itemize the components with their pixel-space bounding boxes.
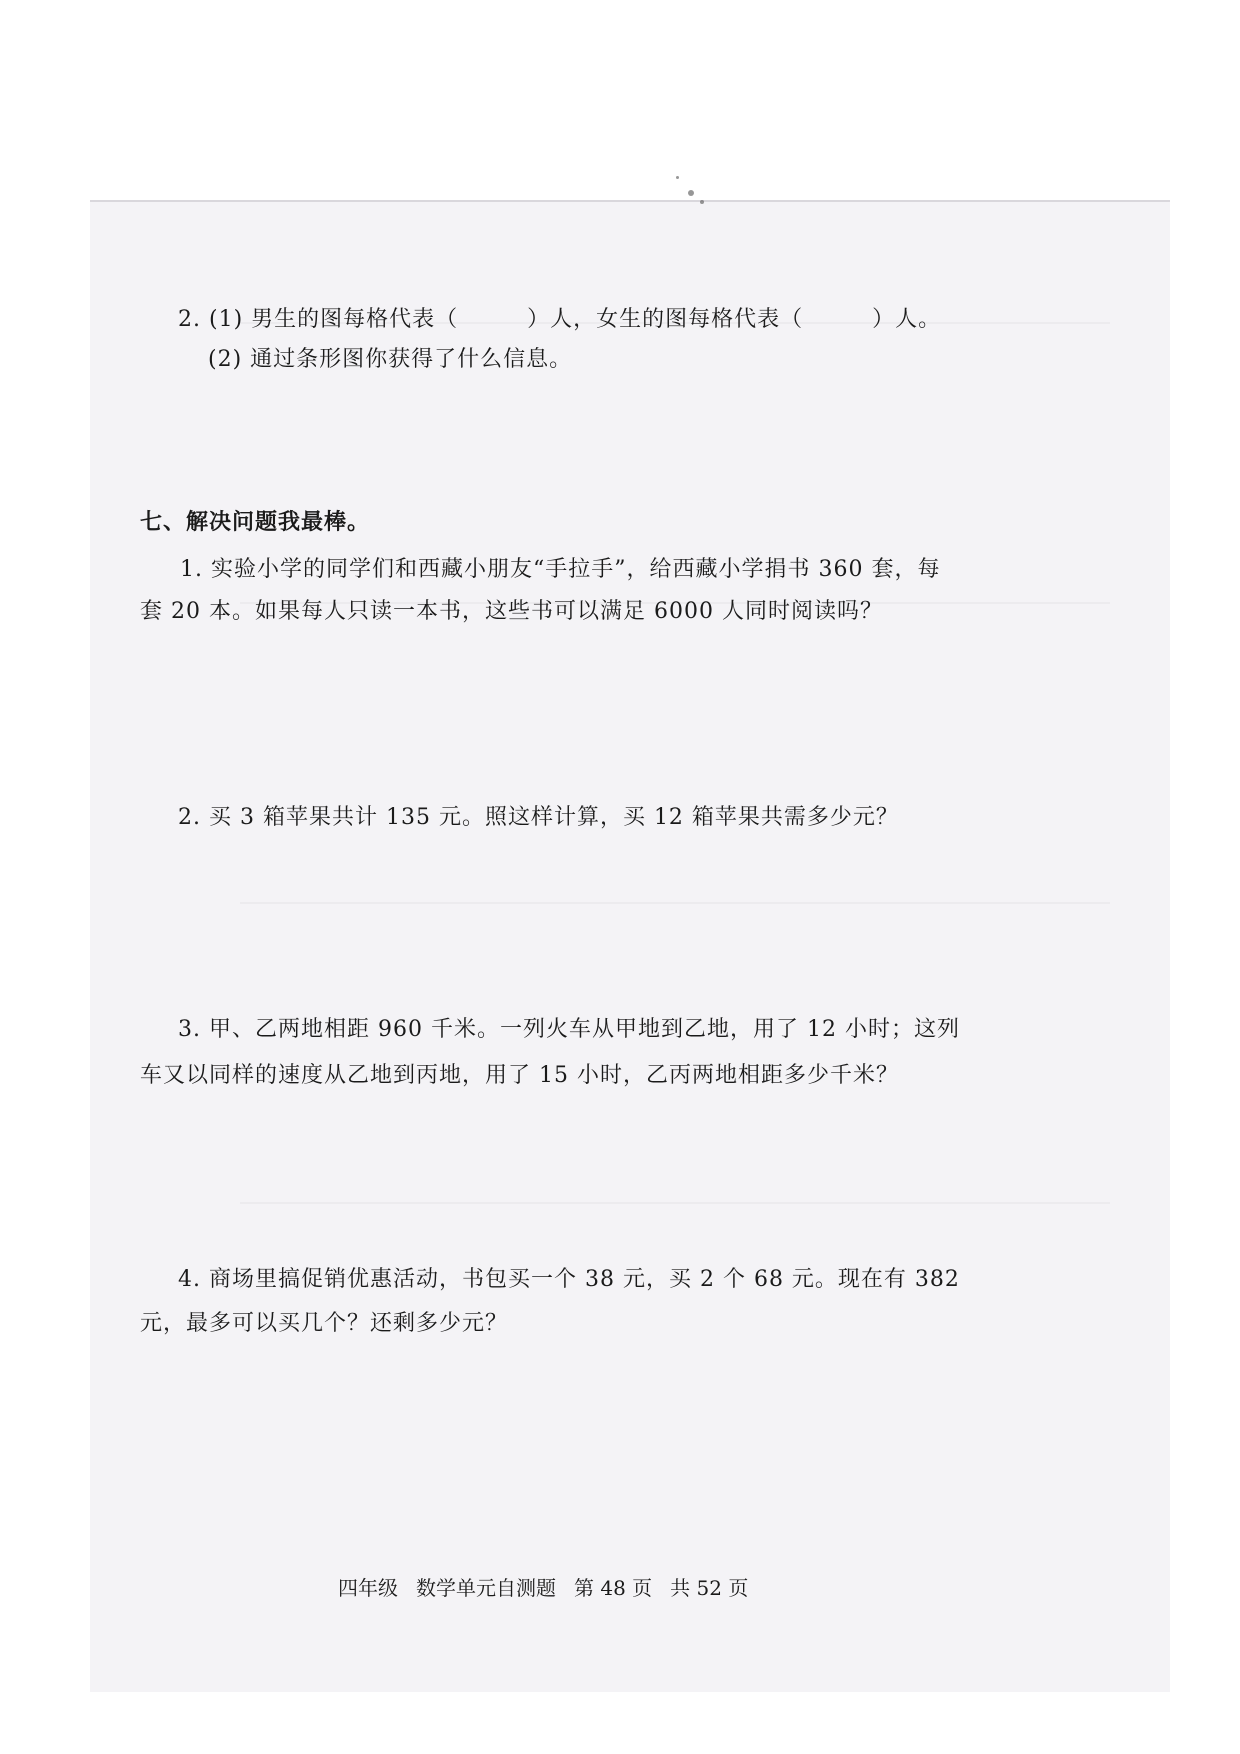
bleed-through-line [240,1202,1110,1204]
footer-total-pages: 共 52 页 [670,1576,749,1600]
problem-3-line-2: 车又以同样的速度从乙地到丙地，用了 15 小时，乙丙两地相距多少千米？ [140,1063,899,1088]
problem-4-line-1: 4. 商场里搞促销优惠活动，书包买一个 38 元，买 2 个 68 元。现在有 382 [178,1267,960,1292]
section-7-title: 七、解决问题我最棒。 [140,509,371,535]
page-footer [338,1572,748,1601]
problem-2: 2. 买 3 箱苹果共计 135 元。照这样计算，买 12 箱苹果共需多少元？ [178,805,899,830]
problem-4-line-2: 元，最多可以买几个？还剩多少元？ [140,1311,509,1336]
footer-page-number: 第 48 页 [574,1576,653,1600]
bleed-through-line [240,902,1110,904]
problem-1-line-2: 套 20 本。如果每人只读一本书，这些书可以满足 6000 人同时阅读吗？ [140,599,883,624]
problem-1-line-1: 1. 实验小学的同学们和西藏小朋友“手拉手”，给西藏小学捐书 360 套，每 [180,557,941,582]
question-6-part-2: (2) 通过条形图你获得了什么信息。 [208,347,573,372]
question-6-part-1: 2. (1) 男生的图每格代表（ ）人，女生的图每格代表（ ）人。 [178,307,942,332]
ink-speck [688,190,694,196]
paper-sheet [90,200,1170,1692]
ink-speck [676,176,679,179]
footer-grade: 四年级 [338,1576,398,1600]
footer-subject: 数学单元自测题 [416,1576,556,1600]
problem-3-line-1: 3. 甲、乙两地相距 960 千米。一列火车从甲地到乙地，用了 12 小时；这列 [178,1017,960,1042]
ink-speck [700,200,704,204]
